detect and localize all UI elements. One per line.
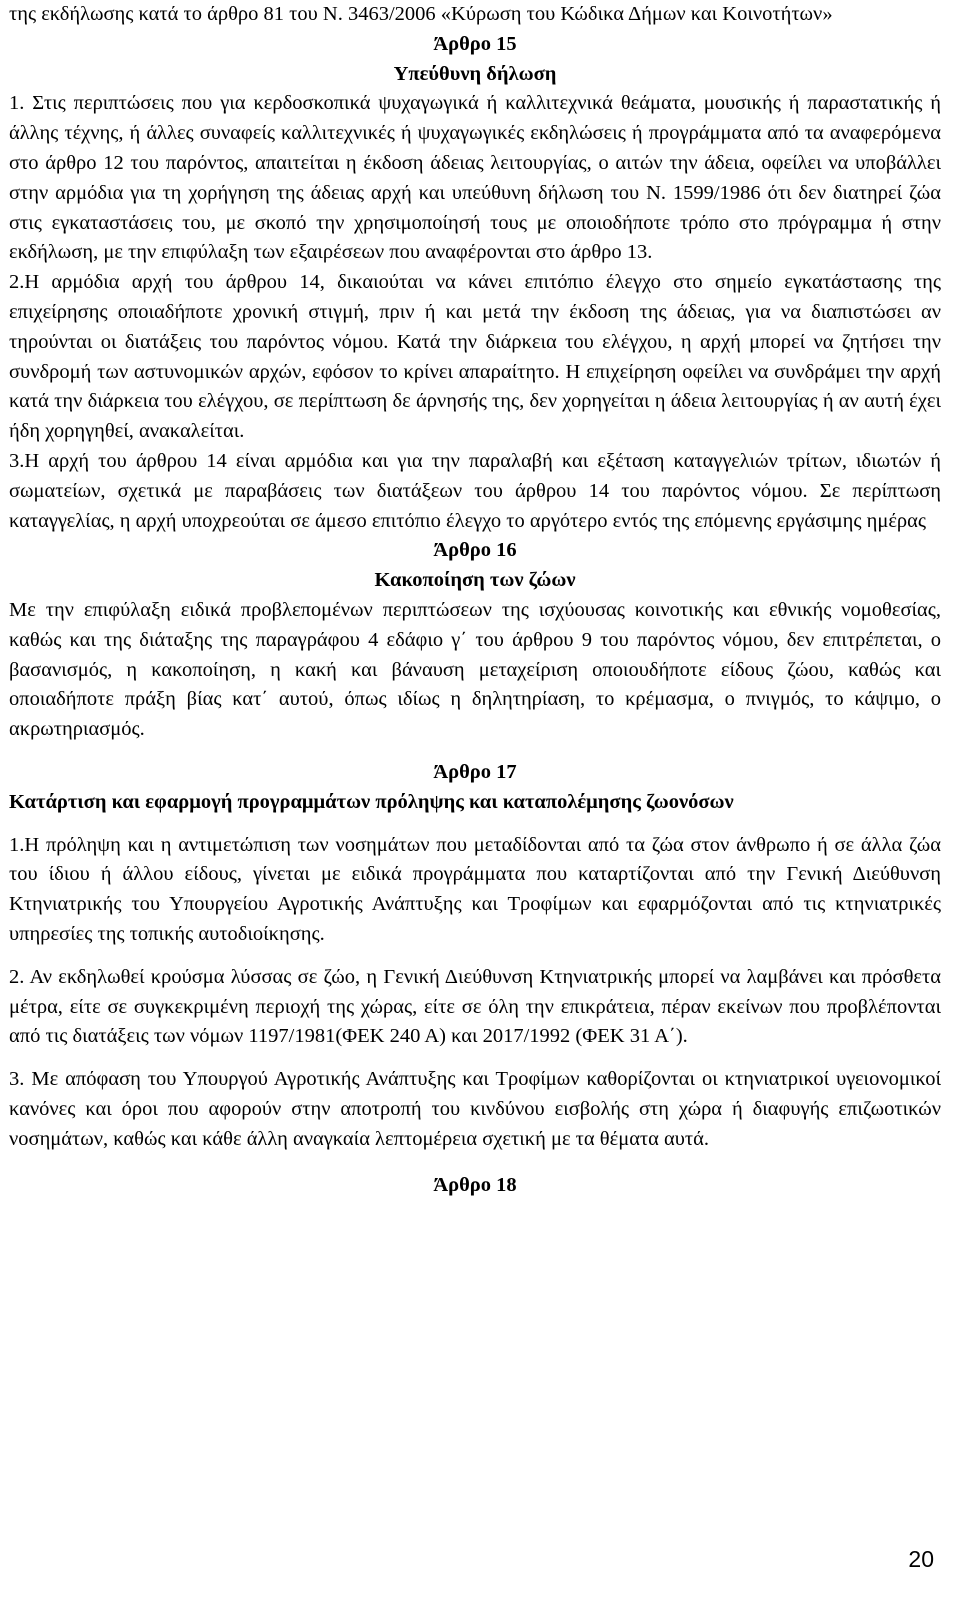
article-16-paragraph-1: Με την επιφύλαξη ειδικά προβλεπομένων περιπτώσεων της ισχύουσας κοινοτικής και εθνικής νομοθεσίας, καθώς και της διάταξης της παραγράφου 4 εδάφιο γ΄ του άρθρου 9 του παρόντος νόμου, δεν επιτρέπεται, ο βασανισμός, η κακοποίηση, η κακή και βάναυση μεταχείριση οποιουδήποτε είδους ζώου, καθώς και οποιαδήποτε πράξη βίας κατ΄ αυτού, όπως ιδίως η δηλητηρίαση, το κρέμασμα, ο πνιγμός, το κάψιμο, ο ακρωτηριασμός.	[9, 598, 941, 741]
document-body	[9, 0, 941, 1201]
article-17-paragraph-3: 3. Με απόφαση του Υπουργού Αγροτικής Ανάπτυξης και Τροφίμων καθορίζονται οι κτηνιατρικοί υγειονομικοί κανόνες και όροι που αφορούν στην αποτροπή του κινδύνου εισβολής στη χώρα ή διαφυγής επιζωοτικών νοσημάτων, καθώς και κάθε άλλη αναγκαία λεπτομέρεια σχετική με τα θέματα αυτά.	[9, 1068, 941, 1150]
article-17-heading: Άρθρο 17	[433, 760, 517, 783]
article-15-heading: Άρθρο 15	[433, 32, 517, 55]
page-number: 20	[908, 1546, 934, 1572]
article-18-heading: Άρθρο 18	[433, 1174, 517, 1197]
intro-paragraph: της εκδήλωσης κατά το άρθρο 81 του Ν. 3463/2006 «Κύρωση του Κώδικα Δήμων και Κοινοτήτων»	[9, 3, 833, 25]
article-16-heading: Άρθρο 16	[433, 539, 517, 562]
article-17-paragraph-1: 1.Η πρόληψη και η αντιμετώπιση των νοσημάτων που μεταδίδονται από τα ζώα στον άνθρωπο ή σε άλλα ζώα του ίδιου ή άλλου είδους, γίνεται με ειδικά προγράμματα που καταρτίζονται από την Γενική Διεύθυνση Κτηνιατρικής του Υπουργείου Αγροτικής Ανάπτυξης και Τροφίμων και εφαρμόζονται από τις κτηνιατρικές υπηρεσίες της τοπικής αυτοδιοίκησης.	[9, 833, 941, 945]
article-17-subheading: Κατάρτιση και εφαρμογή προγραμμάτων πρόληψης και καταπολέμησης ζωονόσων	[9, 790, 734, 813]
article-15-paragraph-3: 3.Η αρχή του άρθρου 14 είναι αρμόδια και για την παραλαβή και εξέταση καταγγελιών τρίτων, ιδιωτών ή σωματείων, σχετικά με παραβάσεις των διατάξεων του άρθρου 14 του παρόντος νόμου. Σε περίπτωση καταγγελίας, η αρχή υποχρεούται σε άμεσο επιτόπιο έλεγχο το αργότερο εντός της επόμενης εργάσιμης ημέρας	[9, 449, 941, 532]
article-17-paragraph-2: 2. Αν εκδηλωθεί κρούσμα λύσσας σε ζώο, η Γενική Διεύθυνση Κτηνιατρικής μπορεί να λαμβάνει και πρόσθετα μέτρα, είτε σε συγκεκριμένη περιοχή της χώρας, είτε σε όλη την επικράτεια, πέραν εκείνων που προβλέπονται από τις διατάξεις των νόμων 1197/1981(ΦΕΚ 240 Α) και 2017/1992 (ΦΕΚ 31 Α΄).	[9, 965, 941, 1048]
article-15-subheading: Υπεύθυνη δήλωση	[393, 62, 557, 85]
article-16-subheading: Κακοποίηση των ζώων	[374, 569, 576, 592]
article-15-paragraph-1: 1. Στις περιπτώσεις που για κερδοσκοπικά ψυχαγωγικά ή καλλιτεχνικά θεάματα, μουσικής ή παραστατικής ή άλλης τέχνης, ή άλλες συναφείς καλλιτεχνικές ή ψυχαγωγικές εκδηλώσεις ή προγράμματα από τα αναφερόμενα στο άρθρο 12 του παρόντος, απαιτείται η έκδοση άδειας λειτουργίας, ο αιτών την άδεια, οφείλει να υποβάλλει στην αρμόδια για τη χορήγηση της άδειας αρχή και υπεύθυνη δήλωση του Ν. 1599/1986 ότι δεν διατηρεί ζώα στις εγκαταστάσεις του, με σκοπό την χρησιμοποίησή τους με οποιοδήποτε τρόπο στο πρόγραμμα ή στην εκδήλωση, με την επιφύλαξη των εξαιρέσεων που αναφέρονται στο άρθρο 13.	[9, 92, 941, 264]
article-15-paragraph-2: 2.Η αρμόδια αρχή του άρθρου 14, δικαιούται να κάνει επιτόπιο έλεγχο στο σημείο εγκατάστασης της επιχείρησης οποιαδήποτε χρονική στιγμή, πριν ή και μετά την έκδοση της άδειας, για να διαπιστώσει αν τηρούνται οι διατάξεις του παρόντος νόμου. Κατά την διάρκεια του ελέγχου, η αρχή μπορεί να ζητήσει την συνδρομή των αστυνομικών αρχών, εφόσον το κρίνει απαραίτητο. Η επιχείρηση οφείλει να συνδράμει την αρχή κατά την διάρκεια του ελέγχου, σε περίπτωση δε άρνησής της, δεν χορηγείται η άδεια λειτουργίας ή αν αυτή έχει ήδη χορηγηθεί, ανακαλείται.	[9, 271, 941, 443]
